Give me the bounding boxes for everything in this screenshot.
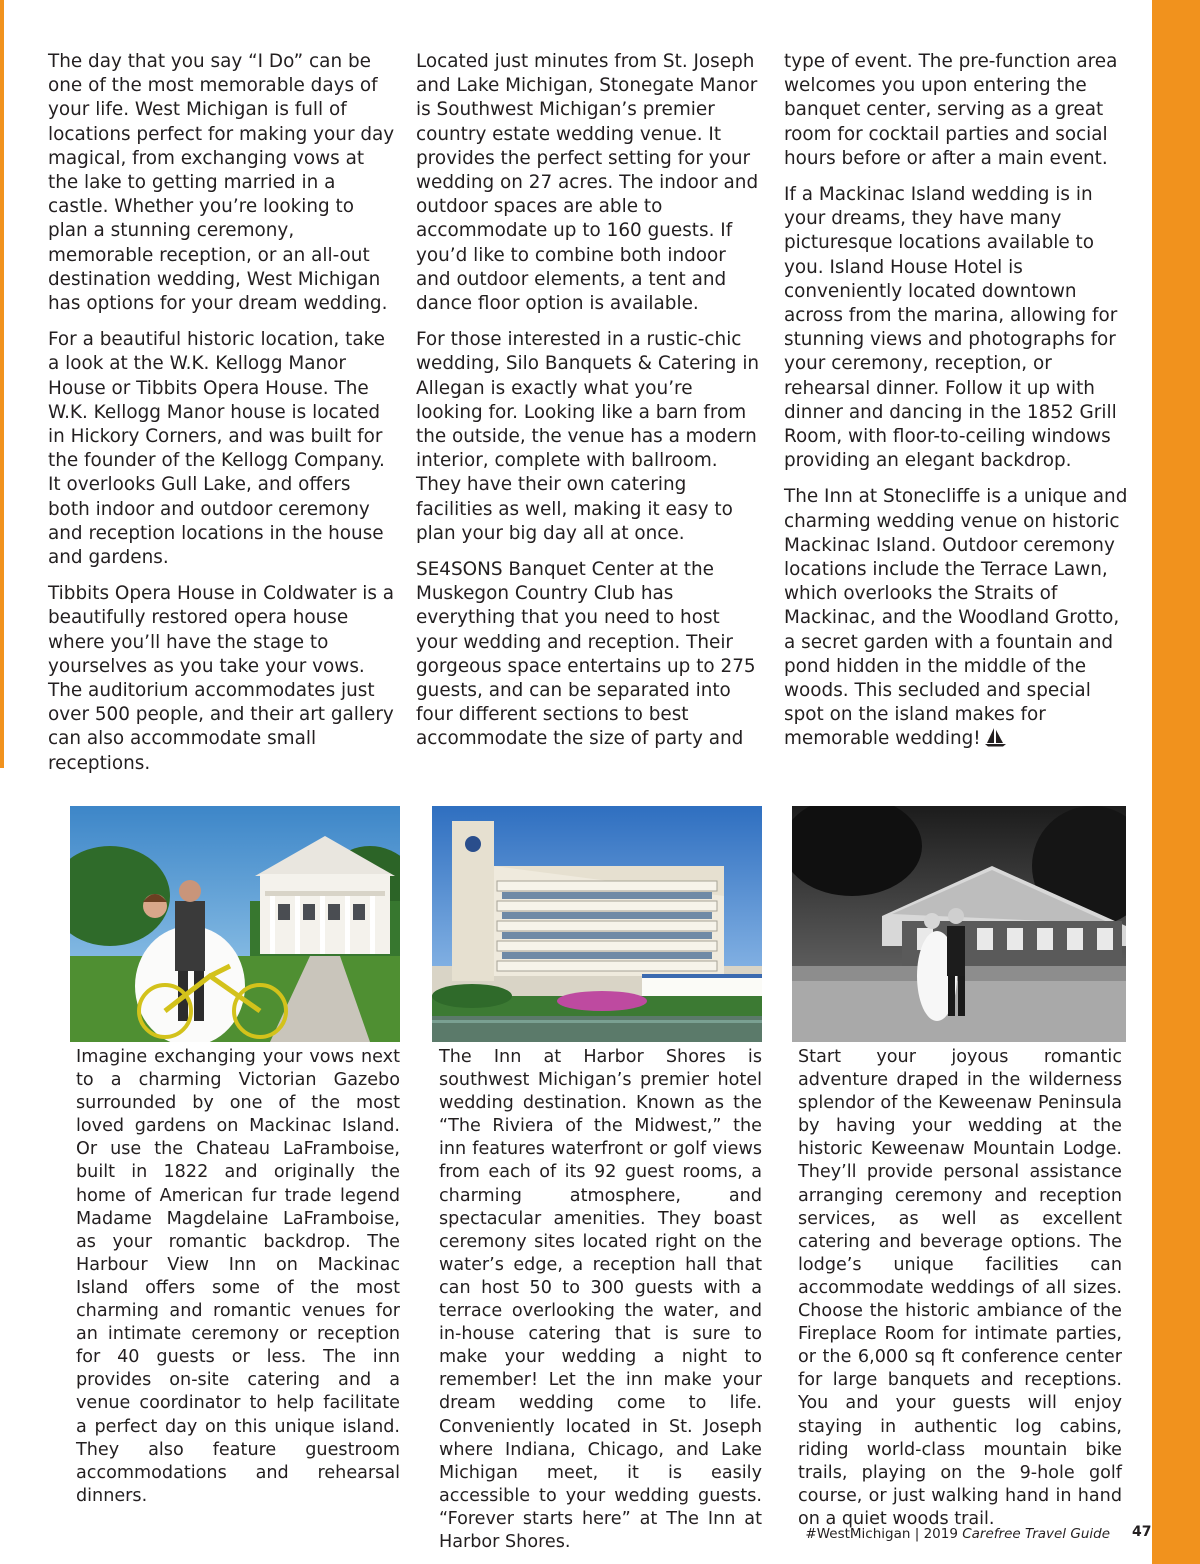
article-paragraph: The day that you say “I Do” can be one of the most memorable days of your life. West Michigan is full of locations perfect for making your day magical, from exchanging vows at the lake to getting married in a castle. Whether you’re looking to plan a stunning ceremony, memorable reception, or an all-out destination wedding, West Michigan has options for your dream wedding.: [48, 51, 395, 315]
article-paragraph: Tibbits Opera House in Coldwater is a beautifully restored opera house where you’ll have the stage to yourselves as you take your vows. The auditorium accommodates just over 500 people, and their art gallery can also accommodate small receptions.: [48, 583, 395, 774]
inn-at-harbor-shores-illustration: [432, 806, 762, 1042]
article-column-3: [784, 50, 1132, 764]
footer-hashtag: #WestMichigan: [805, 1526, 911, 1542]
sailboat-icon: [985, 727, 1007, 747]
article-paragraph-text: The Inn at Stonecliffe is a unique and charming wedding venue on historic Mackinac Island. Outdoor ceremony locations include the Terrace Lawn, which overlooks the Straits of Mackinac, and the Woodland Grotto, a secret garden with a fountain and pond hidden in the middle of the woods. This secluded and special spot on the island makes for memorable wedding!: [784, 486, 1128, 750]
harbour-view-inn-illustration: [70, 806, 400, 1042]
footer-year: 2019: [923, 1526, 958, 1542]
footer-separator: |: [914, 1526, 920, 1542]
keweenaw-mountain-lodge-illustration: [792, 806, 1126, 1042]
article-column-1: [48, 50, 396, 788]
footer-guide-title: Carefree Travel Guide: [962, 1526, 1110, 1542]
photo-caption-keweenaw-mountain-lodge: Start your joyous romantic adventure draped in the wilderness splendor of the Keweenaw Peninsula by having your wedding at the historic Keweenaw Mountain Lodge. They’ll provide personal assistance arranging ceremony and reception services, as well as excellent catering and beverage options. The lodge’s unique facilities can accommodate weddings of all sizes. Choose the historic ambiance of the Fireplace Room for intimate parties, or the 6,000 sq ft conference center for large banquets and receptions. You and your guests will enjoy staying in authentic log cabins, riding world-class mountain bike trails, playing on the 9-hole golf course, or just walking hand in hand on a quiet woods trail.: [798, 1047, 1122, 1529]
left-accent-line: [0, 0, 4, 768]
keweenaw-mountain-lodge-photo: [792, 806, 1126, 1042]
article-paragraph: [784, 485, 1132, 751]
inn-at-harbor-shores-photo: [432, 806, 762, 1042]
article-paragraph: SE4SONS Banquet Center at the Muskegon Country Club has everything that you need to host your wedding and reception. Their gorgeous space entertains up to 275 guests, and can be separated into four different sections to best accommodate the size of party and: [416, 559, 756, 750]
photo-caption-inn-at-harbor-shores: The Inn at Harbor Shores is southwest Michigan’s premier hotel wedding destination. Known as the “The Riviera of the Midwest,” the inn features waterfront or golf views from each of its 92 guest rooms, a charming atmosphere, and spectacular amenities. They boast ceremony sites located right on the water’s edge, a reception hall that can host 50 to 300 guests with a terrace overlooking the water, and in-house catering that is sure to make your wedding a night to remember! Let the inn make your dream wedding come to life. Conveniently located in St. Joseph where Indiana, Chicago, and Lake Michigan meet, it is easily accessible to your wedding guests. “Forever starts here” at The Inn at Harbor Shores.: [439, 1047, 762, 1552]
page-number: 47: [1132, 1524, 1152, 1540]
article-paragraph: Located just minutes from St. Joseph and Lake Michigan, Stonegate Manor is Southwest Michigan’s premier country estate wedding venue. It provides the perfect setting for your wedding on 27 acres. The indoor and outdoor spaces are able to accommodate up to 160 guests. If you’d like to combine both indoor and outdoor elements, a tent and dance floor option is available.: [416, 51, 759, 315]
article-paragraph: For those interested in a rustic-chic wedding, Silo Banquets & Catering in Allegan is exactly what you’re looking for. Looking like a barn from the outside, the venue has a modern interior, complete with ballroom. They have their own catering facilities as well, making it easy to plan your big day all at once.: [416, 329, 760, 544]
photo-caption-harbour-view-inn: Imagine exchanging your vows next to a charming Victorian Gazebo surrounded by one of the most loved gardens on Mackinac Island. Or use the Chateau LaFramboise, built in 1822 and originally the home of American fur trade legend Madame Magdelaine LaFramboise, as your romantic backdrop. The Harbour View Inn on Mackinac Island offers some of the most charming and romantic venues for an intimate ceremony or reception for 40 guests or less. The inn provides on-site catering and a venue coordinator to help facilitate a perfect day on this unique island. They also feature guestroom accommodations and rehearsal dinners.: [76, 1047, 400, 1506]
article-paragraph: type of event. The pre-function area welcomes you upon entering the banquet center, serving as a great room for cocktail parties and social hours before or after a main event.: [784, 51, 1118, 169]
page-edge-accent-bar: [1152, 0, 1200, 1564]
article-paragraph: For a beautiful historic location, take a look at the W.K. Kellogg Manor House or Tibbits Opera House. The W.K. Kellogg Manor house is located in Hickory Corners, and was built for the founder of the Kellogg Company. It overlooks Gull Lake, and offers both indoor and outdoor ceremony and reception locations in the house and gardens.: [48, 329, 385, 569]
harbour-view-inn-photo: [70, 806, 400, 1042]
article-column-2: [416, 50, 764, 764]
article-paragraph: If a Mackinac Island wedding is in your dreams, they have many picturesque locations available to you. Island House Hotel is conveniently located downtown across from the marina, allowing for stunning views and photographs for your ceremony, reception, or rehearsal dinner. Follow it up with dinner and dancing in the 1852 Grill Room, with floor-to-ceiling windows providing an elegant backdrop.: [784, 184, 1118, 472]
page-footer: [760, 1524, 1110, 1544]
